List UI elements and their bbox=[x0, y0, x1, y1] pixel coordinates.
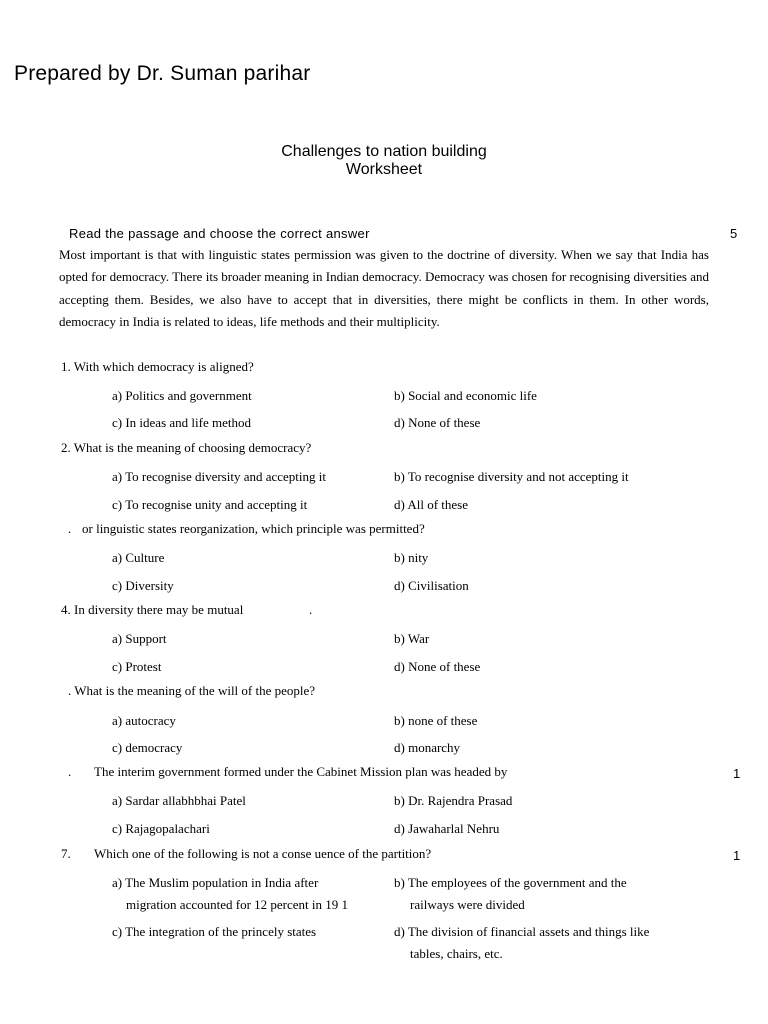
option-5d: d) monarchy bbox=[394, 740, 461, 755]
author-credit: Prepared by Dr. Suman parihar bbox=[14, 62, 311, 85]
question-3-number: . bbox=[68, 521, 72, 536]
option-7a bbox=[112, 872, 367, 916]
option-5a: a) autocracy bbox=[112, 713, 176, 728]
question-2: 2. What is the meaning of choosing democracy? bbox=[61, 440, 312, 455]
page-subtitle: Worksheet bbox=[345, 161, 423, 178]
option-6d: d) Jawaharlal Nehru bbox=[394, 821, 500, 836]
option-7d bbox=[394, 921, 654, 965]
option-3d: d) Civilisation bbox=[394, 578, 469, 593]
reading-passage: Most important is that with linguistic states permission was given to the doctrine of diversity. When we say that India has opted for democracy. There its broader meaning in Indian democracy. Democracy was chosen for recognising diversities and accepting them. Besides, we also have to accept that in diversities, there might be conflicts in them. In other words, democracy in India is related to ideas, life methods and their multiplicity. bbox=[59, 247, 709, 329]
section-instruction: Read the passage and choose the correct answer bbox=[69, 226, 370, 241]
option-4c: c) Protest bbox=[112, 659, 162, 674]
option-7c: c) The integration of the princely states bbox=[112, 924, 317, 939]
option-3a: a) Culture bbox=[112, 550, 165, 565]
question-6-marks: 1 bbox=[733, 766, 741, 781]
option-2a: a) To recognise diversity and accepting it bbox=[112, 469, 326, 484]
option-6a: a) Sardar allabhbhai Patel bbox=[112, 793, 246, 808]
option-7d-text: d) The division of financial assets and things like tables, chairs, etc. bbox=[394, 924, 650, 961]
section-marks: 5 bbox=[730, 226, 738, 241]
option-1b: b) Social and economic life bbox=[394, 388, 537, 403]
option-5c: c) democracy bbox=[112, 740, 183, 755]
question-4: 4. In diversity there may be mutual bbox=[61, 602, 244, 617]
question-5: . What is the meaning of the will of the people? bbox=[68, 683, 316, 698]
option-2d: d) All of these bbox=[394, 497, 469, 512]
page-title: Challenges to nation building bbox=[281, 143, 487, 160]
option-1d: d) None of these bbox=[394, 415, 481, 430]
option-1c: c) In ideas and life method bbox=[112, 415, 251, 430]
option-5b: b) none of these bbox=[394, 713, 478, 728]
option-4b: b) War bbox=[394, 631, 430, 646]
option-2b: b) To recognise diversity and not accepting it bbox=[394, 469, 629, 484]
option-7a-text: a) The Muslim population in India after migration accounted for 12 percent in 19 1 bbox=[112, 875, 349, 912]
question-6-number: . bbox=[68, 764, 72, 779]
option-4d: d) None of these bbox=[394, 659, 481, 674]
option-3c: c) Diversity bbox=[112, 578, 174, 593]
question-7: Which one of the following is not a conse uence of the partition? bbox=[94, 846, 432, 861]
question-4-blank-end: . bbox=[309, 602, 313, 617]
option-1a: a) Politics and government bbox=[112, 388, 252, 403]
option-6c: c) Rajagopalachari bbox=[112, 821, 210, 836]
option-4a: a) Support bbox=[112, 631, 167, 646]
option-6b: b) Dr. Rajendra Prasad bbox=[394, 793, 513, 808]
question-6: The interim government formed under the Cabinet Mission plan was headed by bbox=[94, 764, 508, 779]
option-7b bbox=[394, 872, 654, 916]
question-7-marks: 1 bbox=[733, 848, 741, 863]
option-2c: c) To recognise unity and accepting it bbox=[112, 497, 308, 512]
option-7b-text: b) The employees of the government and the railways were divided bbox=[394, 875, 627, 912]
option-3b: b) nity bbox=[394, 550, 429, 565]
question-1: 1. With which democracy is aligned? bbox=[61, 359, 254, 374]
question-3: or linguistic states reorganization, which principle was permitted? bbox=[82, 521, 425, 536]
question-7-number: 7. bbox=[61, 846, 71, 861]
